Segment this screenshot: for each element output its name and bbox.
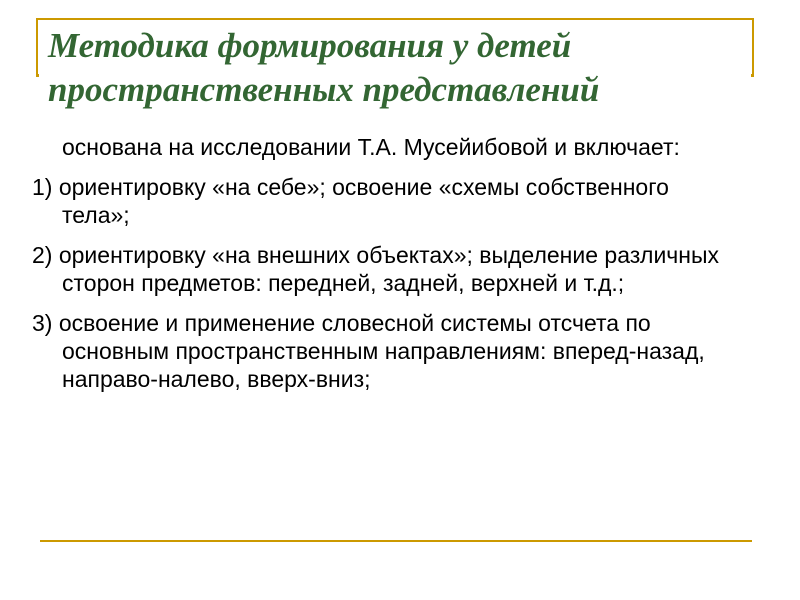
- intro-text: основана на исследовании Т.А. Мусейибовой и включает:: [62, 134, 680, 160]
- slide-title: Методика формирования у детей пространственных представлений: [48, 26, 600, 109]
- bottom-divider: [40, 540, 752, 542]
- left-divider: [36, 18, 38, 74]
- corner-marker: [751, 74, 754, 77]
- top-divider: [36, 18, 754, 20]
- list-item: 1) ориентировку «на себе»; освоение «схемы собственного тела»;: [32, 174, 669, 228]
- list-item: 2) ориентировку «на внешних объектах»; выделение различных сторон предметов: передней, задней, верхней и т.д.;: [32, 242, 720, 296]
- list-item: 3) освоение и применение словесной системы отсчета по основным пространственным направлениям: вперед-назад, направо-налево, вверх-вниз;: [32, 310, 705, 392]
- corner-marker: [36, 74, 39, 77]
- slide-body: [32, 133, 732, 405]
- right-divider: [752, 18, 754, 74]
